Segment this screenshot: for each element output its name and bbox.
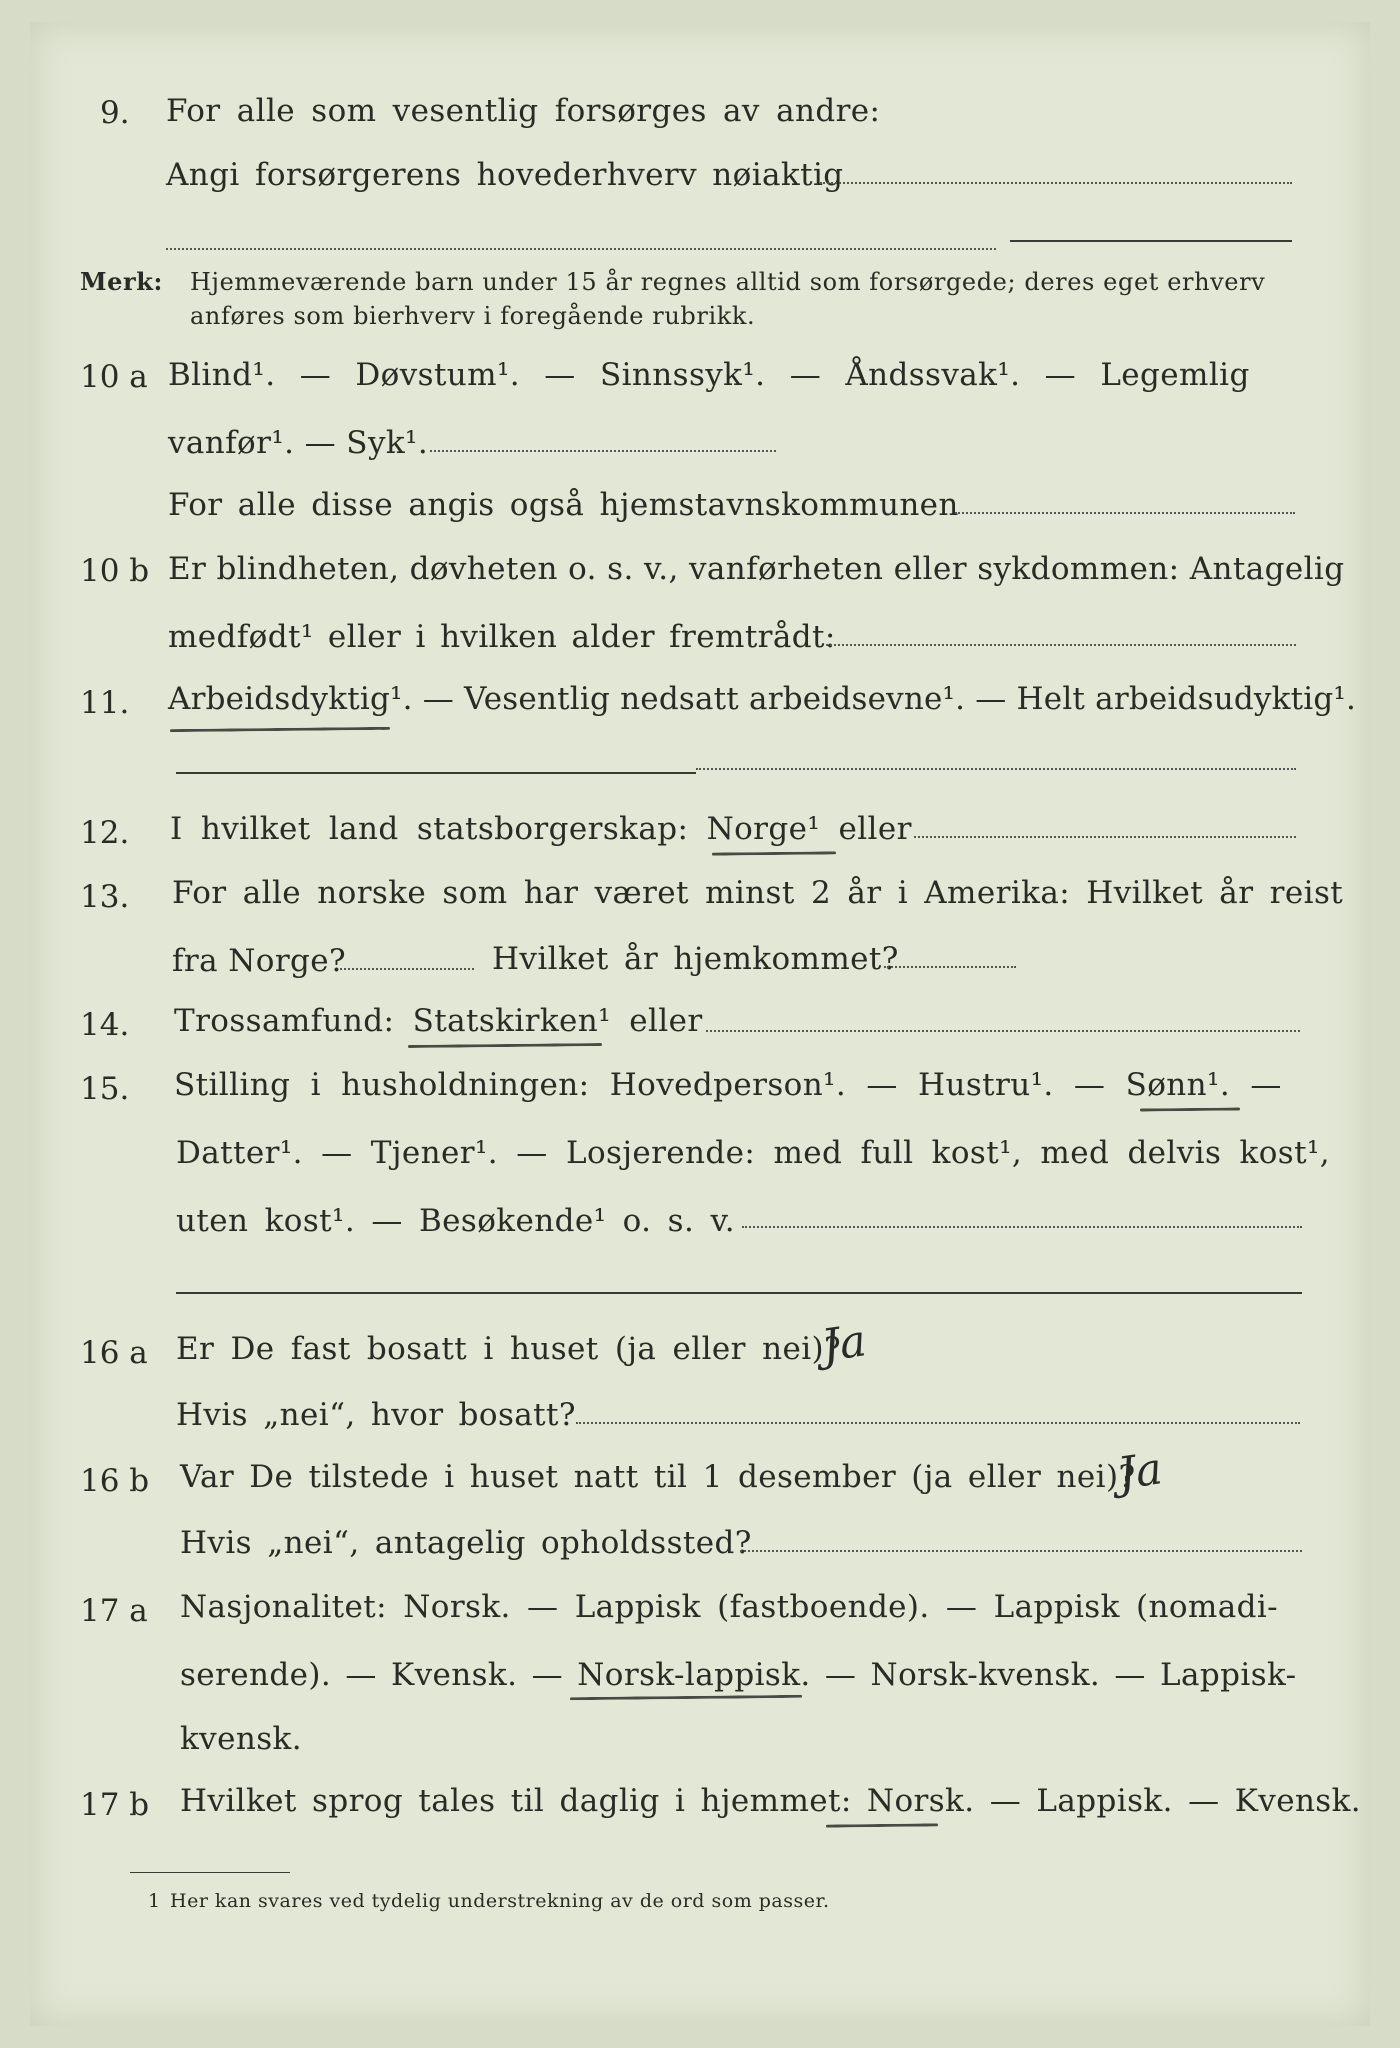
- q12-text-line1: I hvilket land statsborgerskap: Norge¹ eller: [170, 811, 912, 847]
- footnote-marker: 1: [148, 1890, 161, 1912]
- q17a-number: 17 a: [80, 1593, 148, 1629]
- q16a-handwritten-answer: Ja: [818, 1315, 870, 1372]
- q9-separator: [1010, 240, 1292, 242]
- q9-answer-line: [820, 182, 1292, 184]
- q10b-text-line1: Er blindheten, døvheten o. s. v., vanførheten eller sykdommen: Antagelig: [168, 551, 1345, 587]
- q16b-answer-line: [740, 1550, 1302, 1552]
- q10a-text-line2: vanfør¹. — Syk¹.: [168, 425, 429, 461]
- q17a-text-line1: Nasjonalitet: Norsk. — Lappisk (fastboende). — Lappisk (nomadi-: [180, 1589, 1279, 1625]
- q10a-text-line1: Blind¹. — Døvstum¹. — Sinnssyk¹. — Åndssvak¹. — Legemlig: [168, 357, 1250, 393]
- q11-text-line1: Arbeidsdyktig¹. — Vesentlig nedsatt arbeidsevne¹. — Helt arbeidsudyktig¹.: [168, 681, 1357, 717]
- q11-answer-line: [176, 772, 696, 774]
- q13-number: 13.: [80, 879, 130, 915]
- q11-number: 11.: [80, 685, 130, 721]
- q12-answer-line: [914, 836, 1296, 838]
- q16b-handwritten-answer: Ja: [1114, 1443, 1166, 1500]
- q16a-answer-line: [576, 1422, 1300, 1424]
- q10b-answer-line: [826, 644, 1296, 646]
- q14-answer-line: [706, 1030, 1300, 1032]
- q9-answer-line-2: [166, 248, 996, 250]
- q9-text-line2: Angi forsørgerens hovederhverv nøiaktig: [166, 157, 844, 193]
- q16b-number: 16 b: [80, 1463, 150, 1499]
- q13-reist-line: [340, 968, 474, 970]
- q9-number: 9.: [100, 95, 130, 131]
- q10a-answer-line: [430, 450, 776, 452]
- q11-answer-line-2: [696, 768, 1296, 770]
- q15-text-line2: Datter¹. — Tjener¹. — Losjerende: med full kost¹, med delvis kost¹,: [176, 1135, 1331, 1171]
- q15-number: 15.: [80, 1071, 130, 1107]
- q9-text-line1: For alle som vesentlig forsørges av andre:: [166, 93, 881, 129]
- q14-text-line1: Trossamfund: Statskirken¹ eller: [174, 1003, 703, 1039]
- q17a-text-line3: kvensk.: [180, 1721, 302, 1757]
- q13-text-line2a: fra Norge?: [172, 943, 347, 979]
- q16a-text-line1: Er De fast bosatt i huset (ja eller nei)?: [176, 1331, 842, 1367]
- q17b-number: 17 b: [80, 1787, 150, 1823]
- q10a-hjemstavn-line: [955, 512, 1295, 514]
- q16a-text-line2: Hvis „nei“, hvor bosatt?: [176, 1397, 576, 1433]
- q16b-text-line1: Var De tilstede i huset natt til 1 desember (ja eller nei)?: [180, 1459, 1136, 1495]
- q10b-number: 10 b: [80, 553, 150, 589]
- merk-label: Merk:: [80, 267, 163, 296]
- q12-number: 12.: [80, 815, 130, 851]
- q10a-number: 10 a: [80, 359, 148, 395]
- q15-answer-line: [742, 1226, 1302, 1228]
- q15-text-line1: Stilling i husholdningen: Hovedperson¹. — Hustru¹. — Sønn¹. —: [174, 1067, 1282, 1103]
- merk-text-line1: Hjemmeværende barn under 15 år regnes alltid som forsørgede; deres eget erhverv: [190, 268, 1266, 296]
- q15-answer-line-2: [176, 1292, 1302, 1294]
- q16a-number: 16 a: [80, 1335, 148, 1371]
- q17b-text-line1: Hvilket sprog tales til daglig i hjemmet: Norsk. — Lappisk. — Kvensk.: [180, 1783, 1362, 1819]
- q16b-text-line2: Hvis „nei“, antagelig opholdssted?: [180, 1525, 752, 1561]
- q14-number: 14.: [80, 1007, 130, 1043]
- q17a-text-line2: serende). — Kvensk. — Norsk-lappisk. — Norsk-kvensk. — Lappisk-: [180, 1657, 1297, 1693]
- q13-text-line2b: Hvilket år hjemkommet?: [492, 941, 899, 977]
- footnote-text: Her kan svares ved tydelig understrekning av de ord som passer.: [170, 1890, 830, 1912]
- q10a-text-line3: For alle disse angis også hjemstavnskommunen: [168, 487, 959, 523]
- q10b-text-line2: medfødt¹ eller i hvilken alder fremtrådt:: [168, 619, 836, 655]
- q13-text-line1: For alle norske som har været minst 2 år i Amerika: Hvilket år reist: [172, 875, 1344, 911]
- merk-text-line2: anføres som bierhverv i foregående rubrikk.: [190, 302, 756, 330]
- q15-text-line3: uten kost¹. — Besøkende¹ o. s. v.: [176, 1203, 735, 1239]
- q13-hjemkommet-line: [884, 966, 1016, 968]
- footnote-separator: [130, 1872, 290, 1873]
